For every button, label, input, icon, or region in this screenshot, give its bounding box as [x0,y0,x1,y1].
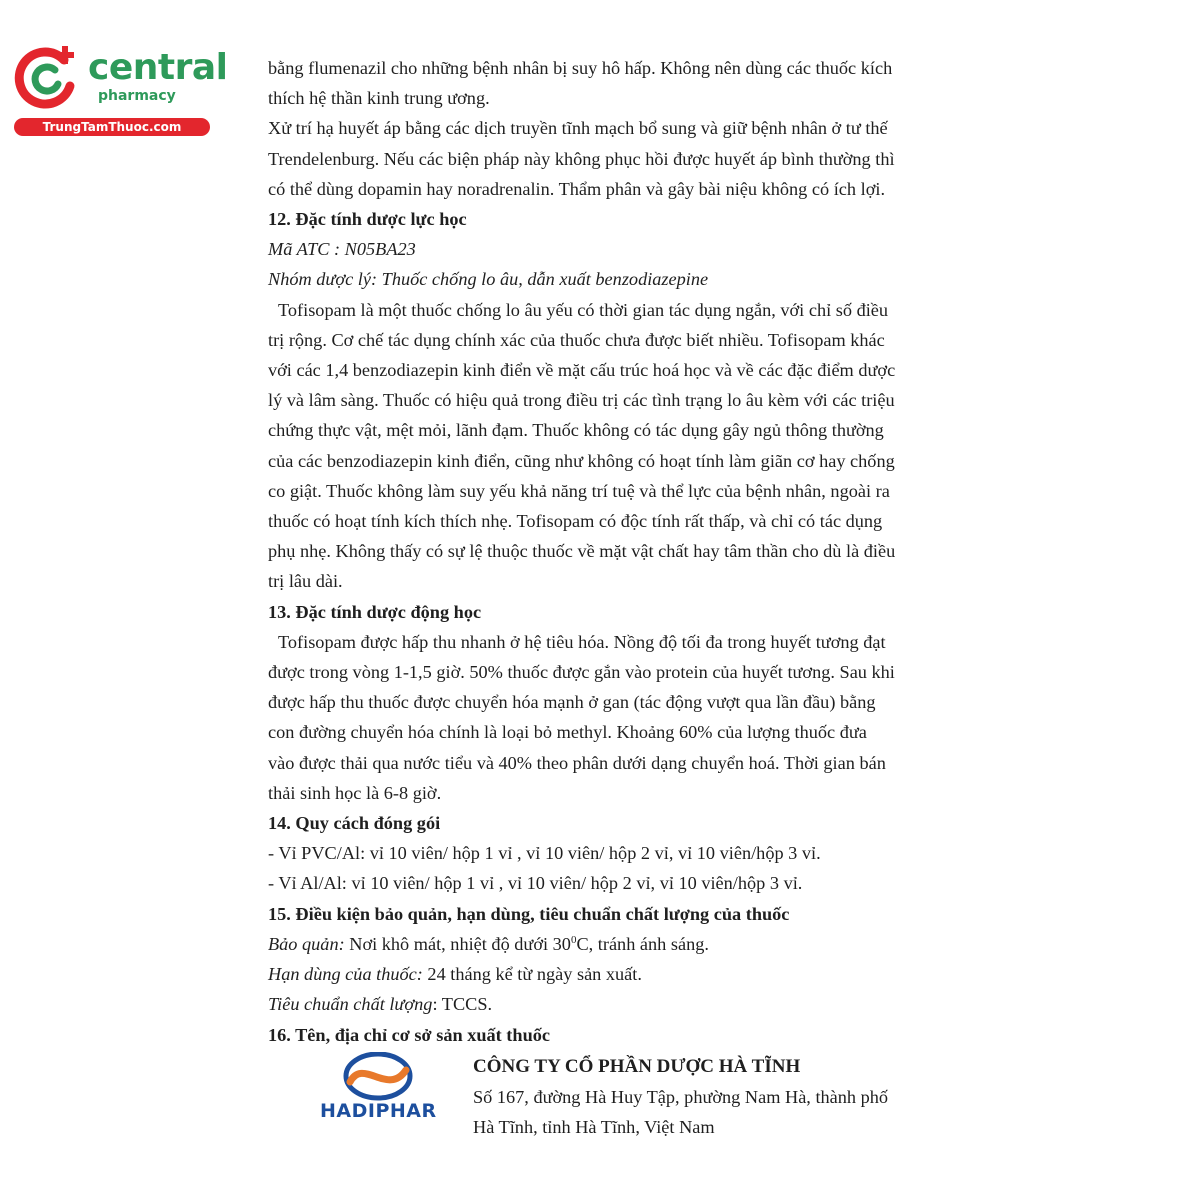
text-line: con đường chuyển hóa chính là loại bỏ methyl. Khoảng 60% của lượng thuốc đưa [268,722,867,743]
brand-sub: pharmacy [98,88,176,104]
storage-value: Nơi khô mát, nhiệt độ dưới 30 [344,933,571,954]
brand-name: central [88,47,228,88]
hadiphar-logo [318,1052,438,1132]
packaging-item: - Vỉ Al/Al: vỉ 10 viên/ hộp 1 vỉ , vỉ 10 viên/ hộp 2 vỉ, vỉ 10 viên/hộp 3 vỉ. [268,873,803,894]
document-body [268,53,968,1050]
text-line: Trendelenburg. Nếu các biện pháp này không phục hồi được huyết áp bình thường thì [268,148,895,169]
section-heading-14: 14. Quy cách đóng gói [268,813,441,834]
text-line: được trong vòng 1-1,5 giờ. 50% thuốc được gắn vào protein của huyết tương. Sau khi [268,662,895,683]
packaging-item: - Vỉ PVC/Al: vỉ 10 viên/ hộp 1 vỉ , vỉ 10 viên/ hộp 2 vỉ, vỉ 10 viên/hộp 3 vỉ. [268,843,821,864]
section-heading-13: 13. Đặc tính dược động học [268,601,482,622]
section-heading-12: 12. Đặc tính dược lực học [268,209,467,230]
text-line: co giật. Thuốc không làm suy yếu khả năng trí tuệ và thể lực của bệnh nhân, ngoài ra [268,480,890,501]
pharmacological-group: Nhóm dược lý: Thuốc chống lo âu, dẫn xuất benzodiazepine [268,269,709,290]
text-line: vào được thải qua nước tiểu và 40% theo phân dưới dạng chuyển hoá. Thời gian bán [268,752,886,773]
standard-line [268,989,968,1019]
section-heading-16: 16. Tên, địa chỉ cơ sở sản xuất thuốc [268,1024,550,1045]
text-line: có thể dùng dopamin hay noradrenalin. Thẩm phân và gây bài niệu không có ích lợi. [268,178,886,199]
manufacturer-block [318,1052,978,1152]
company-name: CÔNG TY CỔ PHẦN DƯỢC HÀ TĨNH [473,1056,801,1077]
text-line: thích hệ thần kinh trung ương. [268,88,490,109]
text-line: lý và lâm sàng. Thuốc có hiệu quả trong điều trị các tình trạng lo âu kèm với các triệu [268,390,895,411]
text-line: được hấp thu thuốc được chuyển hóa mạnh ở gan (tác động vượt qua lần đầu) bằng [268,692,876,713]
text-line: Tofisopam được hấp thu nhanh ở hệ tiêu hóa. Nồng độ tối đa trong huyết tương đạt [278,631,886,652]
text-line: Tofisopam là một thuốc chống lo âu yếu có thời gian tác dụng ngắn, với chỉ số điều [278,299,889,320]
central-pharmacy-logo [10,38,228,138]
expiry-label: Hạn dùng của thuốc: [268,964,423,985]
text-line: trị lâu dài. [268,571,343,592]
storage-sup: 0 [570,933,577,946]
text-line: với các 1,4 benzodiazepin kinh điển về mặt cấu trúc hoá học và về các đặc điểm dược [268,360,896,381]
section-heading-15: 15. Điều kiện bảo quản, hạn dùng, tiêu chuẩn chất lượng của thuốc [268,903,790,924]
storage-label: Bảo quản: [268,933,345,954]
standard-label: Tiêu chuẩn chất lượng [268,994,433,1015]
expiry-line [268,959,968,989]
storage-line [268,929,968,959]
text-line: bằng flumenazil cho những bệnh nhân bị suy hô hấp. Không nên dùng các thuốc kích [268,58,893,78]
text-line: phụ nhẹ. Không thấy có sự lệ thuộc thuốc về mặt vật chất hay tâm thần cho dù là điều [268,541,896,562]
text-line: trị rộng. Cơ chế tác dụng chính xác của thuốc chưa được biết nhiều. Tofisopam khác [268,329,885,350]
brand-url-badge: TrungTamThuoc.com [14,118,210,136]
company-info [473,1052,888,1143]
expiry-value: 24 tháng kể từ ngày sản xuất. [422,964,642,985]
storage-value-end: C, tránh ánh sáng. [576,933,709,954]
standard-value: : TCCS. [432,994,493,1015]
text-line: thải sinh học là 6-8 giờ. [268,782,442,803]
text-line: chứng thực vật, mệt mỏi, lãnh đạm. Thuốc không có tác dụng gây ngủ thông thường [268,420,884,441]
central-logo-icon [10,38,90,118]
text-line: của các benzodiazepin kinh điển, cũng như không có hoạt tính làm giãn cơ hay chống [268,450,895,471]
hadiphar-wordmark: HADIPHAR [320,1100,437,1122]
company-address-line: Số 167, đường Hà Huy Tập, phường Nam Hà, thành phố [473,1087,889,1108]
company-address-line: Hà Tĩnh, tỉnh Hà Tĩnh, Việt Nam [473,1117,715,1138]
text-line: thuốc có hoạt tính kích thích nhẹ. Tofisopam có độc tính rất thấp, và chỉ có tác dụng [268,511,883,532]
text-line: Xử trí hạ huyết áp bằng các dịch truyền tĩnh mạch bổ sung và giữ bệnh nhân ở tư thế [268,118,888,139]
atc-code: Mã ATC : N05BA23 [268,239,416,260]
hadiphar-emblem-icon [318,1052,438,1102]
